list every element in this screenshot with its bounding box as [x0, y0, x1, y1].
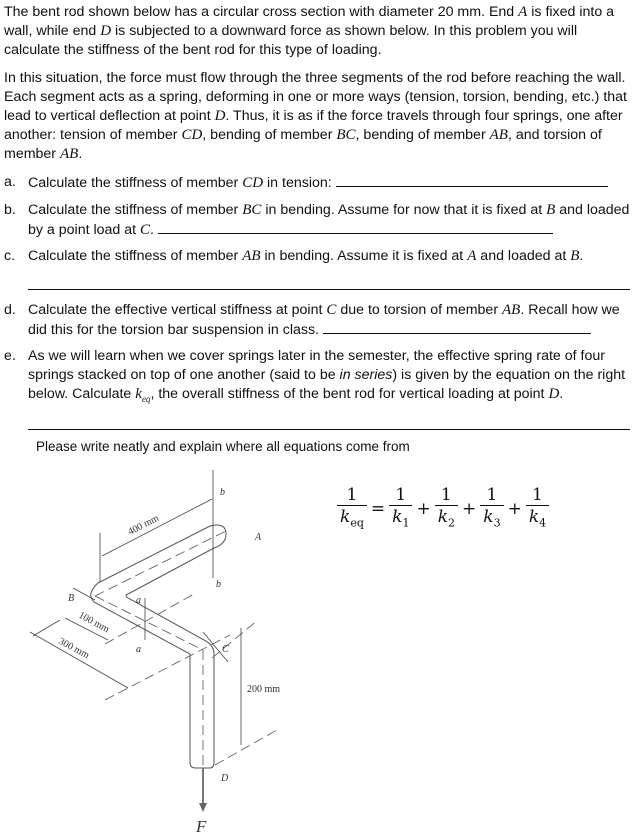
var: D — [548, 386, 560, 402]
text: . — [579, 248, 584, 264]
numerator: 1 — [346, 485, 358, 505]
subscript: eq — [350, 516, 364, 530]
text: ) is given by the equation on the right below. Calculate — [28, 367, 626, 402]
denominator: k — [483, 507, 494, 527]
text: Calculate the stiffness of member — [28, 175, 243, 191]
text: Calculate the stiffness of member — [28, 202, 243, 218]
instructions-note: Please write neatly and explain where all equations come from — [36, 439, 410, 454]
var: A — [518, 4, 528, 20]
label-b-top: b — [220, 487, 225, 498]
label-B: B — [68, 593, 75, 604]
text: in tension: — [263, 175, 332, 191]
var: B — [570, 248, 580, 264]
rod-outline — [91, 525, 226, 768]
force-arrowhead-icon — [199, 803, 207, 812]
dimension-100mm: 100 mm — [76, 609, 111, 636]
var-sub: eq — [141, 393, 151, 404]
numerator: 1 — [440, 485, 452, 505]
subscript: 1 — [402, 516, 410, 530]
label-a-bottom: a — [136, 644, 141, 655]
label-D: D — [221, 773, 229, 784]
numerator: 1 — [532, 485, 543, 505]
question-label: b. — [4, 202, 16, 218]
text: In this situation, the force must flow through the three segments of the rod before reaching the wall. Each segment acts as a spring, deforming in one or more ways (tension, torsion, bending, etc.) that lead to vertical deflection at point — [4, 70, 627, 124]
var: AB — [59, 146, 79, 162]
plus-sign: + — [462, 499, 477, 520]
dimension-lines — [30, 470, 241, 745]
text: and loaded by a point load at — [28, 202, 630, 238]
text: is fixed into a wall, while end — [4, 4, 615, 39]
text: The bent rod shown below has a circular cross section with diameter 20 mm. End — [4, 4, 519, 20]
denominator: k — [392, 507, 403, 527]
text: and loaded at — [476, 248, 571, 264]
var: BC — [336, 127, 356, 143]
var: D — [214, 108, 226, 124]
text: . Thus, it is as if the force travels through four springs, one after another: tension of member — [4, 108, 623, 143]
text: . — [150, 222, 154, 238]
var: AB — [502, 302, 521, 318]
numerator: 1 — [486, 485, 498, 505]
label-F: F — [196, 817, 207, 836]
text: Calculate the effective vertical stiffness at point — [28, 302, 327, 318]
dimension-200mm: 200 mm — [247, 684, 281, 695]
numerator: 1 — [395, 485, 407, 505]
emphasis: in series — [339, 367, 393, 383]
text: due to torsion of member — [336, 302, 502, 318]
text: . — [78, 146, 83, 162]
plus-sign: + — [507, 499, 522, 520]
text: As we will learn when we cover springs later in the semester, the effective spring rate of four springs stacked on top of one another (said to be — [28, 348, 605, 383]
dimension-300mm: 300 mm — [56, 635, 91, 662]
var: AB — [242, 248, 261, 264]
subscript: 2 — [448, 516, 455, 530]
question-label: c. — [4, 248, 16, 264]
text: , bending of member — [355, 127, 490, 143]
var: CD — [181, 127, 203, 143]
var: CD — [242, 175, 264, 191]
var: BC — [242, 202, 262, 218]
text: , the overall stiffness of the bent rod for vertical loading at point — [150, 386, 549, 402]
question-label: a. — [4, 174, 16, 190]
text: in bending. Assume it is fixed at — [260, 248, 468, 264]
denominator: k — [437, 507, 448, 527]
centerlines — [95, 531, 277, 790]
text: . — [559, 386, 564, 402]
label-C: C — [222, 644, 229, 655]
label-a-top: a — [136, 595, 141, 606]
text: , and torsion of member — [4, 127, 602, 162]
var: D — [100, 23, 112, 39]
var: k — [135, 386, 142, 402]
var: A — [467, 248, 477, 264]
var: AB — [489, 127, 508, 143]
subscript: 3 — [493, 516, 501, 530]
denominator: k — [340, 507, 351, 527]
var: B — [546, 202, 556, 218]
text: in bending. Assume for now that it is fixed at — [261, 202, 547, 218]
label-A: A — [255, 532, 262, 543]
subscript: 4 — [539, 516, 547, 530]
plus-sign: + — [416, 499, 431, 520]
var: C — [326, 302, 337, 318]
text: is subjected to a downward force as shown below. In this problem you will calculate the stiffness of the bent rod for this type of loading. — [4, 23, 578, 58]
dimension-400mm: 400 mm — [126, 512, 161, 538]
question-label: e. — [4, 348, 16, 364]
text: . Recall how we did this for the torsion bar suspension in class. — [28, 302, 620, 338]
question-label: d. — [4, 302, 16, 318]
denominator: k — [528, 507, 540, 527]
text: , bending of member — [202, 127, 337, 143]
text: Calculate the stiffness of member — [28, 248, 243, 264]
var: C — [140, 222, 151, 238]
label-b-bottom: b — [216, 579, 221, 590]
equals-sign: = — [370, 499, 386, 520]
